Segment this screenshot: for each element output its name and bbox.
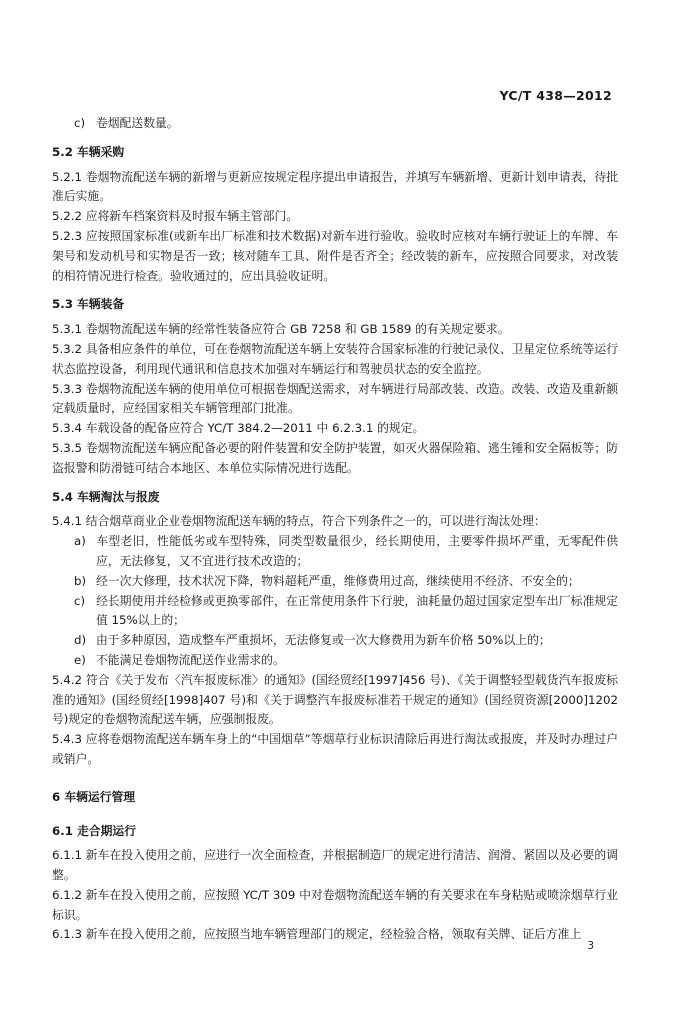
standard-code: YC/T 438—2012 [499,88,612,103]
list-item-label: b) [74,573,87,588]
paragraph-5-4-3: 5.4.3 应将卷烟物流配送车辆车身上的“中国烟草”等烟草行业标识清除后再进行淘汰或报废，并及时办理过户或销户。 [52,732,618,766]
list-item-label: a) [74,534,86,549]
page-number: 3 [587,940,594,952]
list-item-text: 车型老旧，性能低劣或车型特殊，同类型数量很少，经长期使用，主要零件损坏严重，无零配件供应，无法修复，又不宜进行技术改造的； [96,534,618,568]
paragraph-5-2-1: 5.2.1 卷烟物流配送车辆的新增与更新应按规定程序提出申请报告，并填写车辆新增、更新计划申请表，待批准后实施。 [52,169,618,204]
list-item-text: 由于多种原因，造成整车严重损坏，无法修复或一次大修费用为新车价格 50%以上的； [96,633,551,648]
page-content [52,112,618,945]
chapter-heading-6: 6 车辆运行管理 [52,789,136,804]
list-item-label: c) [74,116,86,130]
section-heading-6-1: 6.1 走合期运行 [52,823,136,838]
section-heading-5-3: 5.3 车辆装备 [52,297,125,312]
paragraph-5-3-4: 5.3.4 车载设备的配备应符合 YC/T 384.2—2011 中 6.2.3.1 的规定。 [52,421,425,436]
paragraph-5-3-5: 5.3.5 卷烟物流配送车辆应配备必要的附件装置和安全防护装置，如灭火器保险箱、逃生锤和安全隔板等；防盗报警和防滑链可结合本地区、本单位实际情况进行选配。 [52,440,618,475]
list-item-e [52,651,618,671]
paragraph-5-3-3: 5.3.3 卷烟物流配送车辆的使用单位可根据卷烟配送需求，对车辆进行局部改装、改造。改装、改造及重新额定载质量时，应经国家相关车辆管理部门批准。 [52,381,618,416]
section-heading-5-4: 5.4 车辆淘汰与报废 [52,489,160,504]
list-item-text: 经一次大修理，技术状况下降，物料超耗严重，维修费用过高，继续使用不经济、不安全的； [96,573,580,588]
list-item-label: c) [74,593,86,608]
list-item-b [52,572,618,592]
paragraph-6-1-1: 6.1.1 新车在投入使用之前，应进行一次全面检查，并根据制造厂的规定进行清洁、润滑、紧固以及必要的调整。 [52,848,618,883]
list-item-text: 卷烟配送数量。 [96,116,179,130]
paragraph-6-1-3: 6.1.3 新车在投入使用之前，应按照当地车辆管理部门的规定，经检验合格，领取有关牌、证后方准上 [52,927,582,942]
paragraph-5-4-1: 5.4.1 结合烟草商业企业卷烟物流配送车辆的特点，符合下列条件之一的，可以进行淘汰处理： [52,514,546,529]
paragraph-5-4-2: 5.4.2 符合《关于发布〈汽车报废标准〉的通知》(国经贸经[1997]456 号)、《关于调整轻型载货汽车报废标准的通知》(国经贸经[1998]407 号)和《关于调整汽车报废标准若干规定的通知》(国经贸资源[2000]1202 号)规定的卷烟物流配送车辆，应强制报废。 [52,672,618,727]
paragraph-5-3-2: 5.3.2 具备相应条件的单位，可在卷烟物流配送车辆上安装符合国家标准的行驶记录仪、卫星定位系统等运行状态监控设备，利用现代通讯和信息技术加强对车辆运行和驾驶员状态的安全监控。 [52,341,618,376]
paragraph-5-3-1: 5.3.1 卷烟物流配送车辆的经常性装备应符合 GB 7258 和 GB 1589 的有关规定要求。 [52,322,510,337]
paragraph-6-1-2: 6.1.2 新车在投入使用之前，应按照 YC/T 309 中对卷烟物流配送车辆的有关要求在车身粘贴或喷涂烟草行业标识。 [52,887,618,922]
list-item-c2 [52,592,618,632]
list-item-label: e) [74,652,86,667]
paragraph-5-2-2: 5.2.2 应将新车档案资料及时报车辆主管部门。 [52,209,299,224]
list-item-text: 不能满足卷烟物流配送作业需求的。 [96,652,285,667]
list-item-label: d) [74,633,87,648]
paragraph-5-2-3: 5.2.3 应按照国家标准(或新车出厂标准和技术数据)对新车进行验收。验收时应核对车辆行驶证上的车牌、车架号和发动机号和实物是否一致；核对随车工具、附件是否齐全；经改装的新车，应按照合同要求，对改装的相符情况进行检查。验收通过的，应出具验收证明。 [52,228,618,283]
list-item-c [52,114,618,134]
list-item-d [52,631,618,651]
section-heading-5-2: 5.2 车辆采购 [52,144,125,159]
list-item-text: 经长期使用并经检修或更换零部件，在正常使用条件下行驶，油耗量仍超过国家定型车出厂标准规定值 15%以上的； [96,593,618,628]
list-item-a [52,532,618,572]
